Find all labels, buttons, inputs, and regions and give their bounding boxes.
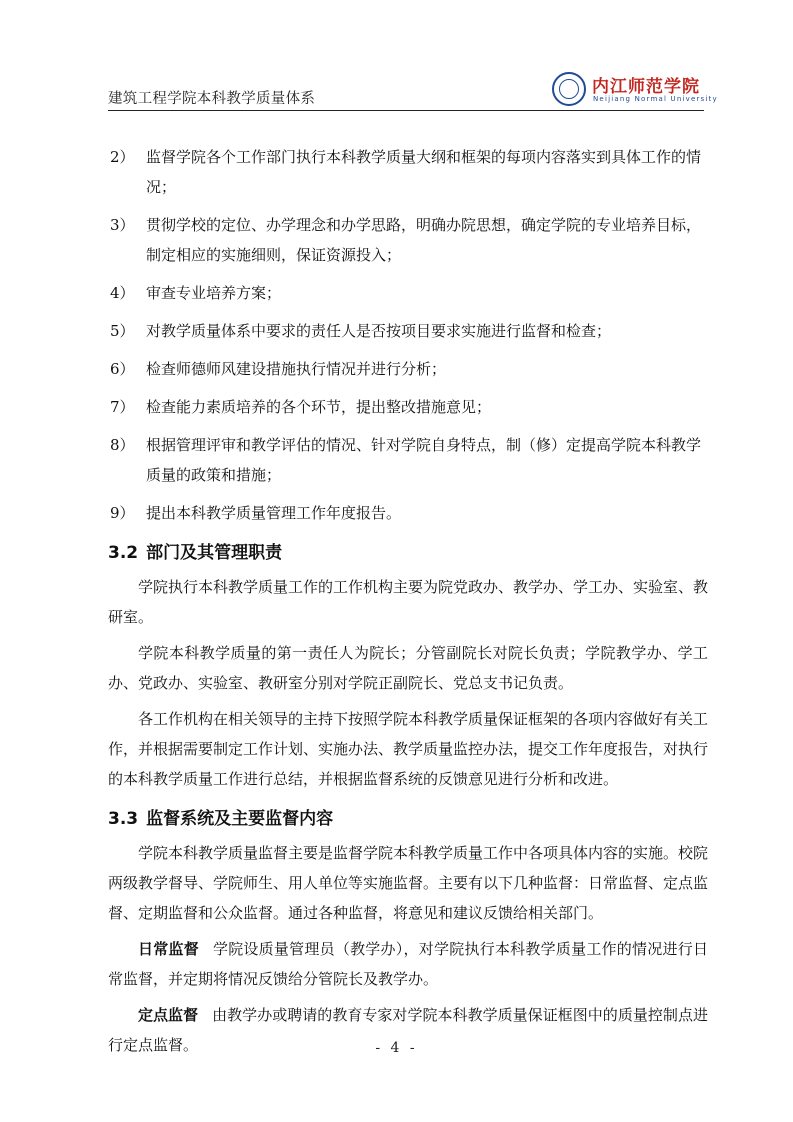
section-heading-3-2: 3.2 部门及其管理职责 xyxy=(108,543,283,563)
university-seal-icon xyxy=(552,72,586,106)
list-item: 9） 提出本科教学质量管理工作年度报告。 xyxy=(110,504,402,522)
page-number: - 4 - xyxy=(375,1040,418,1056)
page-content xyxy=(108,142,708,1066)
list-item: 2） 监督学院各个工作部门执行本科教学质量大纲和框架的每项内容落实到具体工作的情况； xyxy=(110,148,702,196)
paragraph: 学院本科教学质量监督主要是监督学院本科教学质量工作中各项具体内容的实施。校院两级教学督导、学院师生、用人单位等实施监督。主要有以下几种监督：日常监督、定点监督、定期监督和公众监督。通过各种监督，将意见和建议反馈给相关部门。 xyxy=(108,844,709,922)
paragraph: 学院执行本科教学质量工作的工作机构主要为院党政办、教学办、学工办、实验室、教研室。 xyxy=(108,578,709,626)
daily-supervision-label: 日常监督 xyxy=(138,940,199,958)
logo-english-name: Neijiang Normal University xyxy=(593,95,718,103)
list-item: 8） 根据管理评审和教学评估的情况、针对学院自身特点，制（修）定提高学院本科教学质量的政策和措施； xyxy=(110,436,702,484)
page-header xyxy=(108,60,718,111)
list-item: 6） 检查师德师风建设措施执行情况并进行分析； xyxy=(110,360,447,378)
fixed-point-supervision-label: 定点监督 xyxy=(138,1006,199,1024)
university-logo xyxy=(552,72,718,108)
daily-supervision-paragraph: 日常监督 学院设质量管理员（教学办），对学院执行本科教学质量工作的情况进行日常监督，并定期将情况反馈给分管院长及教学办。 xyxy=(108,940,708,988)
list-item: 5） 对教学质量体系中要求的责任人是否按项目要求实施进行监督和检查； xyxy=(110,322,612,340)
header-title: 建筑工程学院本科教学质量体系 xyxy=(108,91,316,107)
list-item: 4） 审查专业培养方案； xyxy=(110,284,282,302)
list-item: 7） 检查能力素质培养的各个环节，提出整改措施意见； xyxy=(110,398,492,416)
logo-name: 内江师范学院 xyxy=(592,77,700,97)
numbered-list xyxy=(108,142,708,528)
paragraph: 各工作机构在相关领导的主持下按照学院本科教学质量保证框架的各项内容做好有关工作，并根据需要制定工作计划、实施办法、教学质量监控办法，提交工作年度报告，对执行的本科教学质量工作进行总结，并根据监督系统的反馈意见进行分析和改进。 xyxy=(108,710,709,788)
list-item: 3） 贯彻学校的定位、办学理念和办学思路，明确办院思想，确定学院的专业培养目标，制定相应的实施细则，保证资源投入； xyxy=(110,216,702,264)
section-heading-3-3: 3.3 监督系统及主要监督内容 xyxy=(108,809,334,829)
fixed-point-supervision-paragraph: 定点监督 由教学办或聘请的教育专家对学院本科教学质量保证框图中的质量控制点进行定点监督。 xyxy=(108,1006,708,1054)
paragraph: 学院本科教学质量的第一责任人为院长；分管副院长对院长负责；学院教学办、学工办、党政办、实验室、教研室分别对学院正副院长、党总支书记负责。 xyxy=(108,644,708,692)
